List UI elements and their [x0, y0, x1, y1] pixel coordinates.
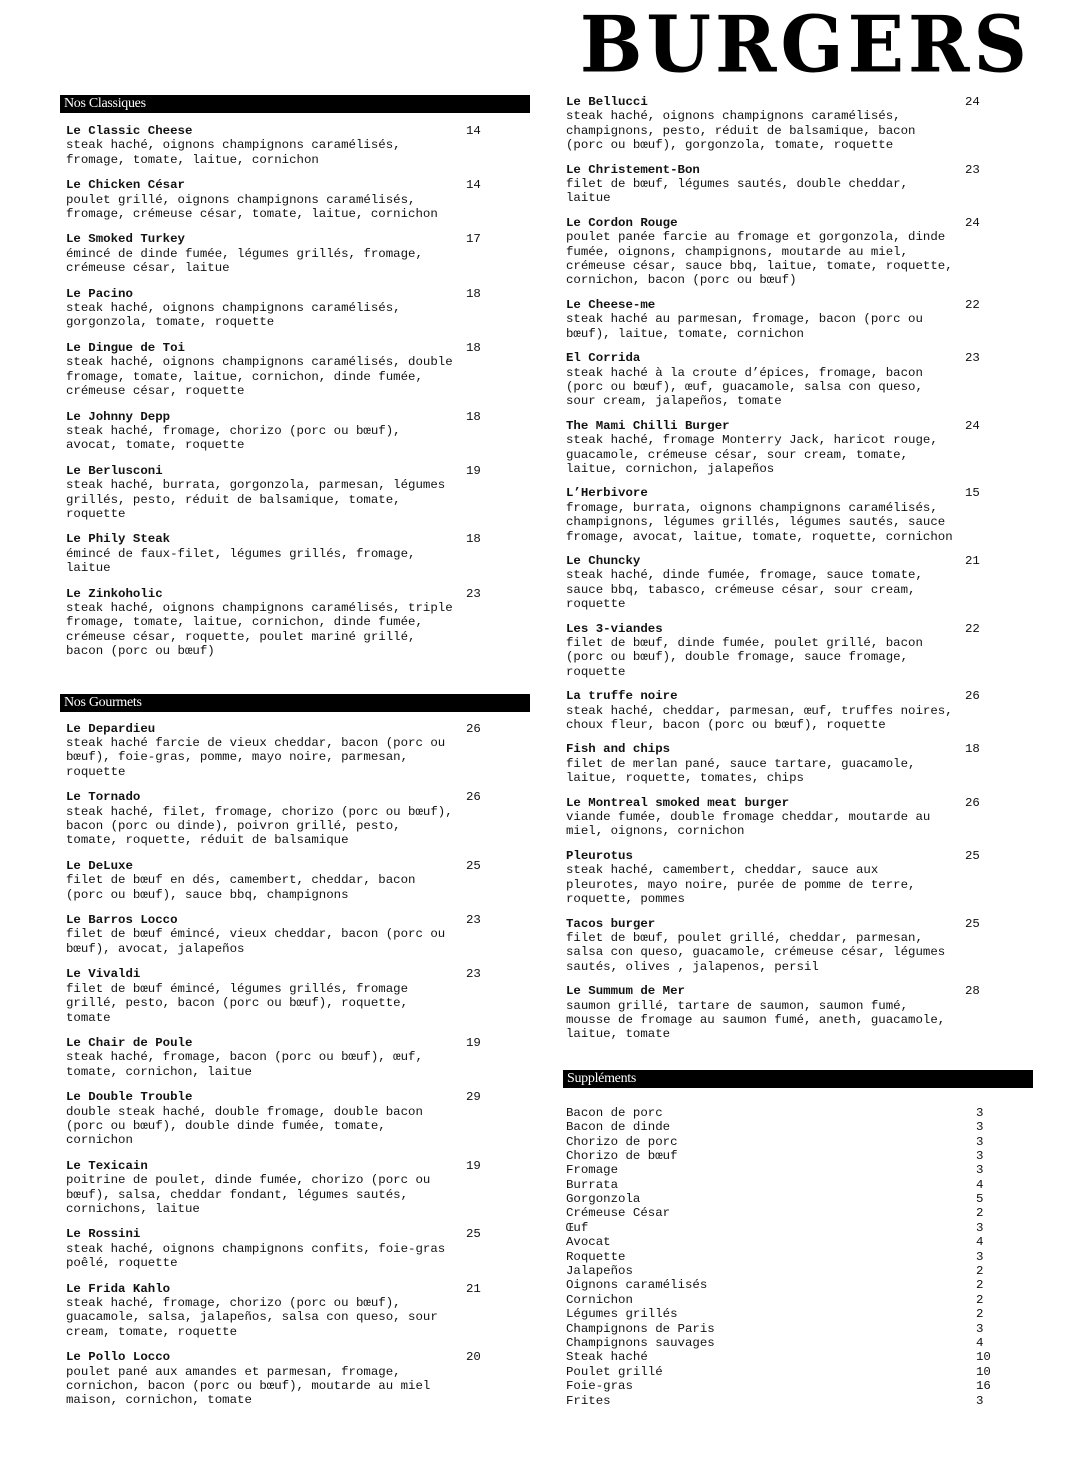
- menu-item-description: filet de bœuf, dinde fumée, poulet grillé, bacon (porc ou bœuf), double fromage, sauce fromage, roquette: [566, 636, 923, 679]
- section-header-supplements: Suppléments: [563, 1070, 1033, 1088]
- menu-item: [563, 689, 1033, 732]
- menu-item-name: Le Barros Locco: [66, 913, 178, 928]
- menu-item-price: 26: [965, 689, 980, 704]
- supplement-row: [566, 1149, 1033, 1163]
- menu-item: [60, 124, 530, 167]
- menu-item-name: Le Phily Steak: [66, 532, 171, 547]
- left-column: [60, 95, 530, 1419]
- menu-item-price: 14: [466, 178, 481, 193]
- supplement-row: [566, 1106, 1033, 1120]
- menu-item-description: saumon grillé, tartare de saumon, saumon fumé, mousse de fromage au saumon fumé, aneth, guacamole, laitue, tomate: [566, 998, 946, 1042]
- menu-item-name: Le Johnny Depp: [66, 409, 171, 424]
- menu-item-name: Tacos burger: [566, 916, 656, 931]
- supplement-row: [566, 1264, 1033, 1278]
- supplement-row: [566, 1120, 1033, 1134]
- supplement-row: [566, 1322, 1033, 1336]
- menu-item-description: steak haché à la croute d’épices, fromage, bacon (porc ou bœuf), œuf, guacamole, salsa con queso, sour cream, jalapeños, tomate: [566, 365, 923, 409]
- menu-item-name: Le Christement-Bon: [566, 162, 700, 177]
- supplement-name: Oignons caramélisés: [566, 1278, 708, 1293]
- supplement-price: 3: [976, 1105, 984, 1120]
- supplement-name: Bacon de porc: [566, 1105, 663, 1120]
- menu-item-name: Le Bellucci: [566, 95, 648, 109]
- supplements-list: [563, 1106, 1033, 1408]
- supplement-name: Roquette: [566, 1249, 626, 1264]
- menu-item-description: filet de bœuf émincé, légumes grillés, fromage grillé, pesto, bacon (porc ou bœuf), roquette, tomate: [66, 981, 409, 1025]
- menu-item: [563, 984, 1033, 1042]
- menu-item-name: L’Herbivore: [566, 486, 648, 501]
- menu-item-name: Le Chair de Poule: [66, 1035, 193, 1050]
- menu-item: [563, 742, 1033, 785]
- menu-item-price: 18: [466, 409, 481, 424]
- menu-item-price: 25: [965, 916, 980, 931]
- menu-item-description: steak haché, fromage, chorizo (porc ou bœuf), guacamole, salsa, jalapeños, salsa con queso, sour cream, tomate, roquette: [66, 1296, 438, 1339]
- menu-item: [60, 722, 530, 780]
- menu-item-description: steak haché, burrata, gorgonzola, parmesan, légumes grillés, pesto, réduit de balsamique, tomate, roquette: [66, 478, 446, 521]
- menu-item-price: 18: [466, 340, 481, 355]
- supplement-price: 3: [976, 1120, 984, 1135]
- supplement-price: 4: [976, 1177, 984, 1192]
- menu-item-name: La truffe noire: [566, 689, 678, 704]
- menu-item-description: steak haché, dinde fumée, fromage, sauce tomate, sauce bbq, tabasco, crémeuse césar, sour cream, roquette: [566, 568, 923, 612]
- menu-item-name: Le Classic Cheese: [66, 124, 193, 138]
- supplement-name: Légumes grillés: [566, 1307, 678, 1322]
- menu-item-name: Le Pacino: [66, 286, 133, 301]
- menu-item: [60, 1350, 530, 1408]
- menu-item-price: 14: [466, 124, 481, 138]
- supplement-row: [566, 1192, 1033, 1206]
- menu-item-price: 23: [965, 162, 980, 177]
- items-right: [563, 95, 1033, 1042]
- menu-item: [563, 216, 1033, 288]
- supplement-price: 3: [976, 1134, 984, 1149]
- supplement-row: [566, 1135, 1033, 1149]
- menu-item-description: steak haché au parmesan, fromage, bacon (porc ou bœuf), laitue, tomate, cornichon: [566, 312, 923, 341]
- menu-item: [60, 790, 530, 848]
- menu-item-price: 23: [466, 967, 481, 982]
- menu-item-description: steak haché, oignons champignons caramélisés, champignons, pesto, réduit de balsamique, bacon (porc ou bœuf), gorgonzola, tomate, roquette: [566, 109, 916, 153]
- menu-item-price: 24: [965, 418, 980, 433]
- menu-item-description: filet de bœuf, légumes sautés, double cheddar, laitue: [566, 177, 909, 206]
- menu-item-name: Le Texicain: [66, 1158, 148, 1173]
- menu-item-description: filet de bœuf émincé, vieux cheddar, bacon (porc ou bœuf), avocat, jalapeños: [66, 927, 446, 956]
- supplement-row: [566, 1379, 1033, 1393]
- menu-item-name: Le Zinkoholic: [66, 586, 163, 601]
- menu-item-description: poulet grillé, oignons champignons caramélisés, fromage, crémeuse césar, tomate, laitue, cornichon: [66, 192, 438, 222]
- menu-item-description: steak haché, cheddar, parmesan, œuf, truffes noires, choux fleur, bacon (porc ou bœuf), roquette: [566, 703, 953, 733]
- menu-item-description: steak haché, fromage Monterry Jack, haricot rouge, guacamole, crémeuse césar, sour cream, tomate, laitue, cornichon, jalapeños: [566, 433, 938, 476]
- supplement-row: [566, 1278, 1033, 1292]
- menu-item: [563, 95, 1033, 153]
- menu-item-name: Le Tornado: [66, 790, 141, 805]
- items-gourmets: [60, 722, 530, 1408]
- menu-item: [563, 351, 1033, 409]
- menu-item-name: Le Pollo Locco: [66, 1350, 171, 1365]
- menu-item-name: Le Smoked Turkey: [66, 232, 185, 247]
- supplement-name: Chorizo de bœuf: [566, 1148, 678, 1163]
- supplement-name: Steak haché: [566, 1350, 648, 1365]
- menu-item-description: steak haché, fromage, bacon (porc ou bœuf), œuf, tomate, cornichon, laitue: [66, 1050, 423, 1079]
- menu-item-description: poulet pané aux amandes et parmesan, fromage, cornichon, bacon (porc ou bœuf), moutarde au miel maison, cornichon, tomate: [66, 1364, 431, 1408]
- menu-item-description: steak haché farcie de vieux cheddar, bacon (porc ou bœuf), foie-gras, pomme, mayo noire, parmesan, roquette: [66, 736, 446, 779]
- menu-item-price: 29: [466, 1090, 481, 1105]
- supplement-row: [566, 1235, 1033, 1249]
- supplement-row: [566, 1336, 1033, 1350]
- menu-item-description: poulet panée farcie au fromage et gorgonzola, dinde fumée, oignons, champignons, moutarde au miel, crémeuse césar, sauce bbq, laitue, tomate, roquette, cornichon, bacon (porc ou bœuf): [566, 230, 953, 288]
- supplement-price: 3: [976, 1249, 984, 1264]
- supplement-price: 3: [976, 1321, 984, 1336]
- supplement-price: 2: [976, 1206, 984, 1221]
- menu-item: [60, 178, 530, 221]
- supplement-name: Foie-gras: [566, 1379, 633, 1394]
- supplement-price: 4: [976, 1235, 984, 1250]
- supplement-row: [566, 1206, 1033, 1220]
- supplement-price: 10: [976, 1364, 991, 1379]
- menu-item-price: 25: [466, 858, 481, 873]
- menu-item-description: steak haché, oignons champignons caramélisés, double fromage, tomate, laitue, cornichon, dinde fumée, crémeuse césar, roquette: [66, 355, 453, 399]
- supplement-row: [566, 1394, 1033, 1408]
- menu-item: [60, 1227, 530, 1270]
- menu-item: [563, 917, 1033, 975]
- supplement-price: 3: [976, 1163, 984, 1178]
- menu-item-description: poitrine de poulet, dinde fumée, chorizo (porc ou bœuf), salsa, cheddar fondant, légumes sautés, cornichons, laitue: [66, 1173, 431, 1216]
- menu-item-name: Le DeLuxe: [66, 858, 133, 873]
- menu-item-name: Le Chuncky: [566, 553, 641, 568]
- items-classiques: [60, 124, 530, 659]
- supplement-price: 2: [976, 1292, 984, 1307]
- menu-item-name: Fish and chips: [566, 742, 671, 757]
- menu-item-price: 21: [466, 1281, 481, 1296]
- menu-item-name: Le Frida Kahlo: [66, 1281, 171, 1296]
- menu-item-price: 18: [466, 286, 481, 301]
- menu-item-name: Les 3-viandes: [566, 621, 663, 636]
- supplement-row: [566, 1221, 1033, 1235]
- supplement-name: Bacon de dinde: [566, 1120, 671, 1135]
- menu-item-description: steak haché, oignons champignons caramélisés, triple fromage, tomate, laitue, cornichon, dinde fumée, crémeuse césar, roquette, poulet mariné grillé, bacon (porc ou bœuf): [66, 600, 453, 659]
- supplement-name: Frites: [566, 1393, 611, 1408]
- menu-item: [563, 622, 1033, 680]
- menu-item-price: 26: [466, 790, 481, 805]
- menu-item-price: 28: [965, 984, 980, 999]
- supplement-name: Fromage: [566, 1163, 619, 1178]
- supplement-row: [566, 1178, 1033, 1192]
- menu-item-price: 25: [466, 1227, 481, 1242]
- menu-item-price: 18: [965, 742, 980, 757]
- menu-item: [60, 232, 530, 275]
- supplement-price: 5: [976, 1192, 984, 1207]
- supplement-name: Crémeuse César: [566, 1206, 671, 1221]
- supplement-name: Gorgonzola: [566, 1192, 641, 1207]
- supplement-price: 2: [976, 1307, 984, 1322]
- menu-item-name: The Mami Chilli Burger: [566, 418, 730, 433]
- menu-item: [60, 532, 530, 575]
- menu-item-price: 24: [965, 215, 980, 230]
- menu-item-name: Le Montreal smoked meat burger: [566, 795, 790, 810]
- menu-item: [60, 1090, 530, 1148]
- menu-item: [563, 419, 1033, 477]
- menu-item-name: El Corrida: [566, 351, 641, 366]
- menu-item-price: 24: [965, 95, 980, 109]
- supplement-price: 3: [976, 1393, 984, 1408]
- menu-item-description: steak haché, fromage, chorizo (porc ou bœuf), avocat, tomate, roquette: [66, 423, 401, 453]
- supplement-price: 3: [976, 1148, 984, 1163]
- menu-item-name: Le Summum de Mer: [566, 984, 685, 999]
- menu-item-price: 22: [965, 297, 980, 312]
- supplement-name: Œuf: [566, 1220, 589, 1235]
- menu-item-price: 17: [466, 232, 481, 247]
- supplement-row: [566, 1307, 1033, 1321]
- menu-item-description: filet de bœuf, poulet grillé, cheddar, parmesan, salsa con queso, guacamole, crémeuse césar, légumes sautés, olives , jalapenos, persil: [566, 930, 946, 974]
- menu-item-name: Le Cordon Rouge: [566, 215, 678, 230]
- menu-item: [563, 163, 1033, 206]
- supplement-price: 4: [976, 1336, 984, 1350]
- supplement-name: Champignons de Paris: [566, 1321, 715, 1336]
- menu-item: [60, 464, 530, 522]
- section-header-gourmets: Nos Gourmets: [60, 694, 530, 712]
- menu-item-description: steak haché, filet, fromage, chorizo (porc ou bœuf), bacon (porc ou dinde), poivron grillé, pesto, tomate, roquette, réduit de balsamique: [66, 804, 453, 848]
- menu-item: [60, 1036, 530, 1079]
- menu-item-name: Le Cheese-me: [566, 297, 656, 312]
- menu-item-name: Le Double Trouble: [66, 1090, 193, 1105]
- menu-item: [563, 298, 1033, 341]
- supplement-row: [566, 1163, 1033, 1177]
- supplement-name: Jalapeños: [566, 1264, 633, 1279]
- menu-item-description: steak haché, oignons champignons caramélisés, gorgonzola, tomate, roquette: [66, 301, 401, 330]
- menu-item-price: 19: [466, 463, 481, 478]
- menu-item-name: Le Depardieu: [66, 721, 156, 736]
- menu-item-description: steak haché, oignons champignons caramélisés, fromage, tomate, laitue, cornichon: [66, 138, 401, 167]
- menu-item-name: Pleurotus: [566, 848, 633, 863]
- menu-item-description: filet de bœuf en dés, camembert, cheddar, bacon (porc ou bœuf), sauce bbq, champignons: [66, 873, 416, 902]
- menu-item: [563, 849, 1033, 907]
- supplement-name: Poulet grillé: [566, 1364, 663, 1379]
- menu-item: [60, 410, 530, 453]
- menu-item: [60, 287, 530, 330]
- menu-item: [60, 913, 530, 956]
- menu-item-description: steak haché, camembert, cheddar, sauce aux pleurotes, mayo noire, purée de pomme de terre, roquette, pommes: [566, 863, 916, 907]
- menu-item-name: Le Dingue de Toi: [66, 340, 185, 355]
- menu-item-price: 19: [466, 1158, 481, 1173]
- section-header-classiques: Nos Classiques: [60, 95, 530, 113]
- menu-item-price: 25: [965, 848, 980, 863]
- menu-item-price: 19: [466, 1035, 481, 1050]
- supplement-row: [566, 1293, 1033, 1307]
- supplement-price: 16: [976, 1379, 991, 1394]
- supplement-price: 10: [976, 1350, 991, 1365]
- supplement-name: Champignons sauvages: [566, 1336, 715, 1350]
- supplement-name: Chorizo de porc: [566, 1134, 678, 1149]
- supplement-row: [566, 1365, 1033, 1379]
- supplement-name: Avocat: [566, 1235, 611, 1250]
- menu-item-description: filet de merlan pané, sauce tartare, guacamole, laitue, roquette, tomates, chips: [566, 756, 916, 786]
- page-title: BURGERS: [579, 0, 1031, 91]
- menu-item-price: 18: [466, 532, 481, 547]
- menu-item-price: 20: [466, 1350, 481, 1365]
- menu-item-price: 26: [965, 795, 980, 810]
- menu-item-price: 26: [466, 721, 481, 736]
- supplement-price: 3: [976, 1220, 984, 1235]
- supplement-name: Burrata: [566, 1177, 619, 1192]
- menu-item-description: fromage, burrata, oignons champignons caramélisés, champignons, légumes grillés, légumes sautés, sauce fromage, avocat, laitue, tomate, roquette, cornichon: [566, 500, 953, 544]
- menu-item: [60, 1159, 530, 1217]
- menu-item-description: viande fumée, double fromage cheddar, moutarde au miel, oignons, cornichon: [566, 810, 931, 839]
- menu-item-name: Le Rossini: [66, 1227, 141, 1242]
- menu-item-name: Le Berlusconi: [66, 463, 163, 478]
- menu-item-price: 15: [965, 486, 980, 501]
- menu-item: [60, 1282, 530, 1340]
- menu-item-description: émincé de faux-filet, légumes grillés, fromage, laitue: [66, 546, 416, 576]
- menu-item-price: 23: [466, 913, 481, 928]
- menu-item-price: 23: [965, 351, 980, 366]
- menu-item-name: Le Chicken César: [66, 178, 185, 193]
- menu-item: [60, 859, 530, 902]
- menu-item: [60, 341, 530, 399]
- supplement-name: Cornichon: [566, 1292, 633, 1307]
- menu-item: [563, 796, 1033, 839]
- menu-item: [563, 554, 1033, 612]
- menu-item-description: steak haché, oignons champignons confits, foie-gras poêlé, roquette: [66, 1241, 446, 1271]
- supplement-price: 2: [976, 1264, 984, 1279]
- menu-item: [60, 967, 530, 1025]
- supplement-price: 2: [976, 1278, 984, 1293]
- menu-item: [60, 587, 530, 659]
- menu-item-price: 22: [965, 621, 980, 636]
- menu-item-description: double steak haché, double fromage, double bacon (porc ou bœuf), double dinde fumée, tomate, cornichon: [66, 1104, 423, 1148]
- menu-item-price: 21: [965, 553, 980, 568]
- menu-item: [563, 486, 1033, 544]
- menu-item-name: Le Vivaldi: [66, 967, 141, 982]
- right-column: [563, 95, 1033, 1408]
- menu-item-description: émincé de dinde fumée, légumes grillés, fromage, crémeuse césar, laitue: [66, 246, 423, 276]
- supplement-row: [566, 1350, 1033, 1364]
- menu-item-price: 23: [466, 586, 481, 601]
- supplement-row: [566, 1250, 1033, 1264]
